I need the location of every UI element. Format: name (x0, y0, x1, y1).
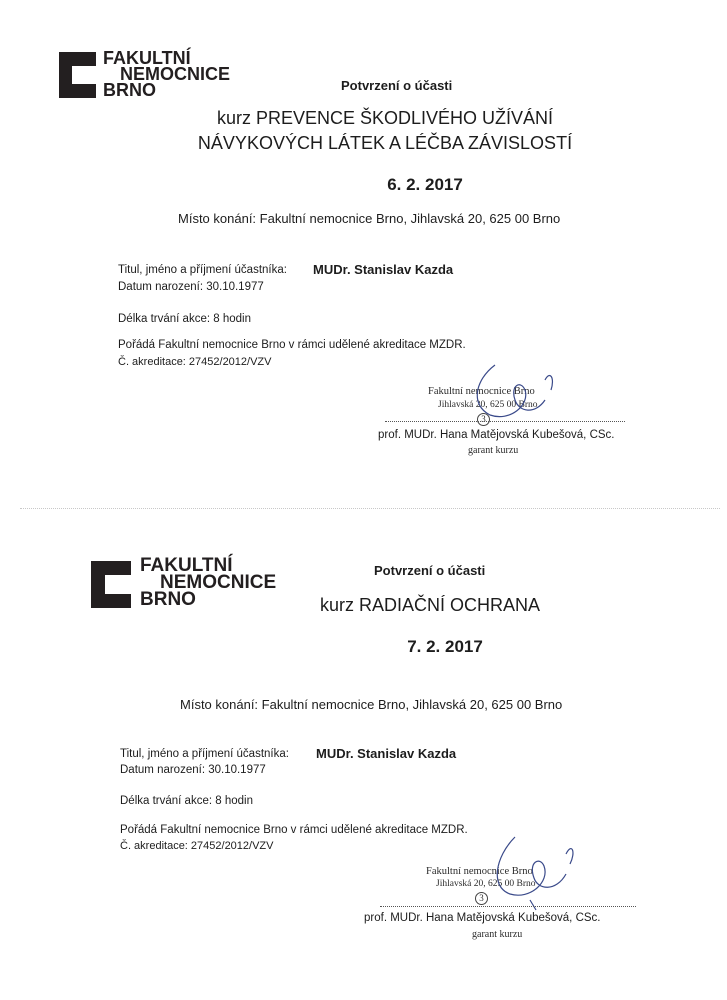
course-title-line1: kurz PREVENCE ŠKODLIVÉHO UŽÍVÁNÍ (216, 108, 554, 128)
course-venue: Místo konání: Fakultní nemocnice Brno, Jihlavská 20, 625 00 Brno (180, 697, 563, 712)
course-title-line2: NÁVYKOVÝCH LÁTEK A LÉČBA ZÁVISLOSTÍ (197, 133, 573, 153)
stamp-line2: Jihlavská 20, 625 00 Brno (436, 879, 536, 889)
course-duration: Délka trvání akce: 8 hodin (118, 313, 251, 325)
signature-2 (470, 832, 580, 912)
organizer-text: Pořádá Fakultní nemocnice Brno v rámci udělené akreditace MZDR. (118, 339, 466, 351)
accreditation-number: Č. akreditace: 27452/2012/VZV (118, 356, 272, 368)
logo-text-line1: FAKULTNÍ (103, 48, 191, 68)
organizer-text: Pořádá Fakultní nemocnice Brno v rámci udělené akreditace MZDR. (120, 824, 468, 836)
stamp-line2: Jihlavská 20, 625 00 Brno (438, 400, 538, 410)
signatory-role: garant kurzu (472, 929, 523, 940)
participant-name: MUDr. Stanislav Kazda (316, 746, 457, 761)
signature-line (385, 421, 625, 422)
signature-1 (455, 360, 565, 430)
participant-label: Titul, jméno a příjmení účastníka: (118, 264, 287, 276)
logo-text-line2: NEMOCNICE (120, 64, 231, 84)
stamp-number: 3 (475, 892, 488, 905)
stamp-line1: Fakultní nemocnice Brno (426, 866, 533, 877)
course-date: 7. 2. 2017 (407, 637, 483, 656)
course-venue: Místo konání: Fakultní nemocnice Brno, Jihlavská 20, 625 00 Brno (178, 211, 561, 226)
signatory-role: garant kurzu (468, 445, 519, 456)
stamp-number: 3 (477, 413, 490, 426)
logo-text-line3: BRNO (103, 80, 156, 100)
certificate-heading: Potvrzení o účasti (374, 563, 486, 578)
logo-text-line3: BRNO (140, 589, 196, 610)
certificate-heading: Potvrzení o účasti (341, 78, 453, 93)
logo-text-line1: FAKULTNÍ (140, 555, 233, 576)
course-date: 6. 2. 2017 (387, 175, 463, 194)
signatory-name: prof. MUDr. Hana Matějovská Kubešová, CSc. (378, 429, 615, 441)
signature-line (380, 906, 636, 907)
birth-date: Datum narození: 30.10.1977 (120, 764, 266, 776)
logo-text-line2: NEMOCNICE (160, 572, 277, 593)
participant-name: MUDr. Stanislav Kazda (313, 262, 454, 277)
stamp-line1: Fakultní nemocnice Brno (428, 386, 535, 397)
birth-date: Datum narození: 30.10.1977 (118, 281, 264, 293)
signatory-name: prof. MUDr. Hana Matějovská Kubešová, CSc. (364, 912, 601, 924)
course-duration: Délka trvání akce: 8 hodin (120, 795, 253, 807)
page-separator (20, 508, 720, 509)
course-title: kurz RADIAČNÍ OCHRANA (319, 595, 541, 615)
participant-label: Titul, jméno a příjmení účastníka: (120, 748, 289, 760)
accreditation-number: Č. akreditace: 27452/2012/VZV (120, 840, 274, 852)
